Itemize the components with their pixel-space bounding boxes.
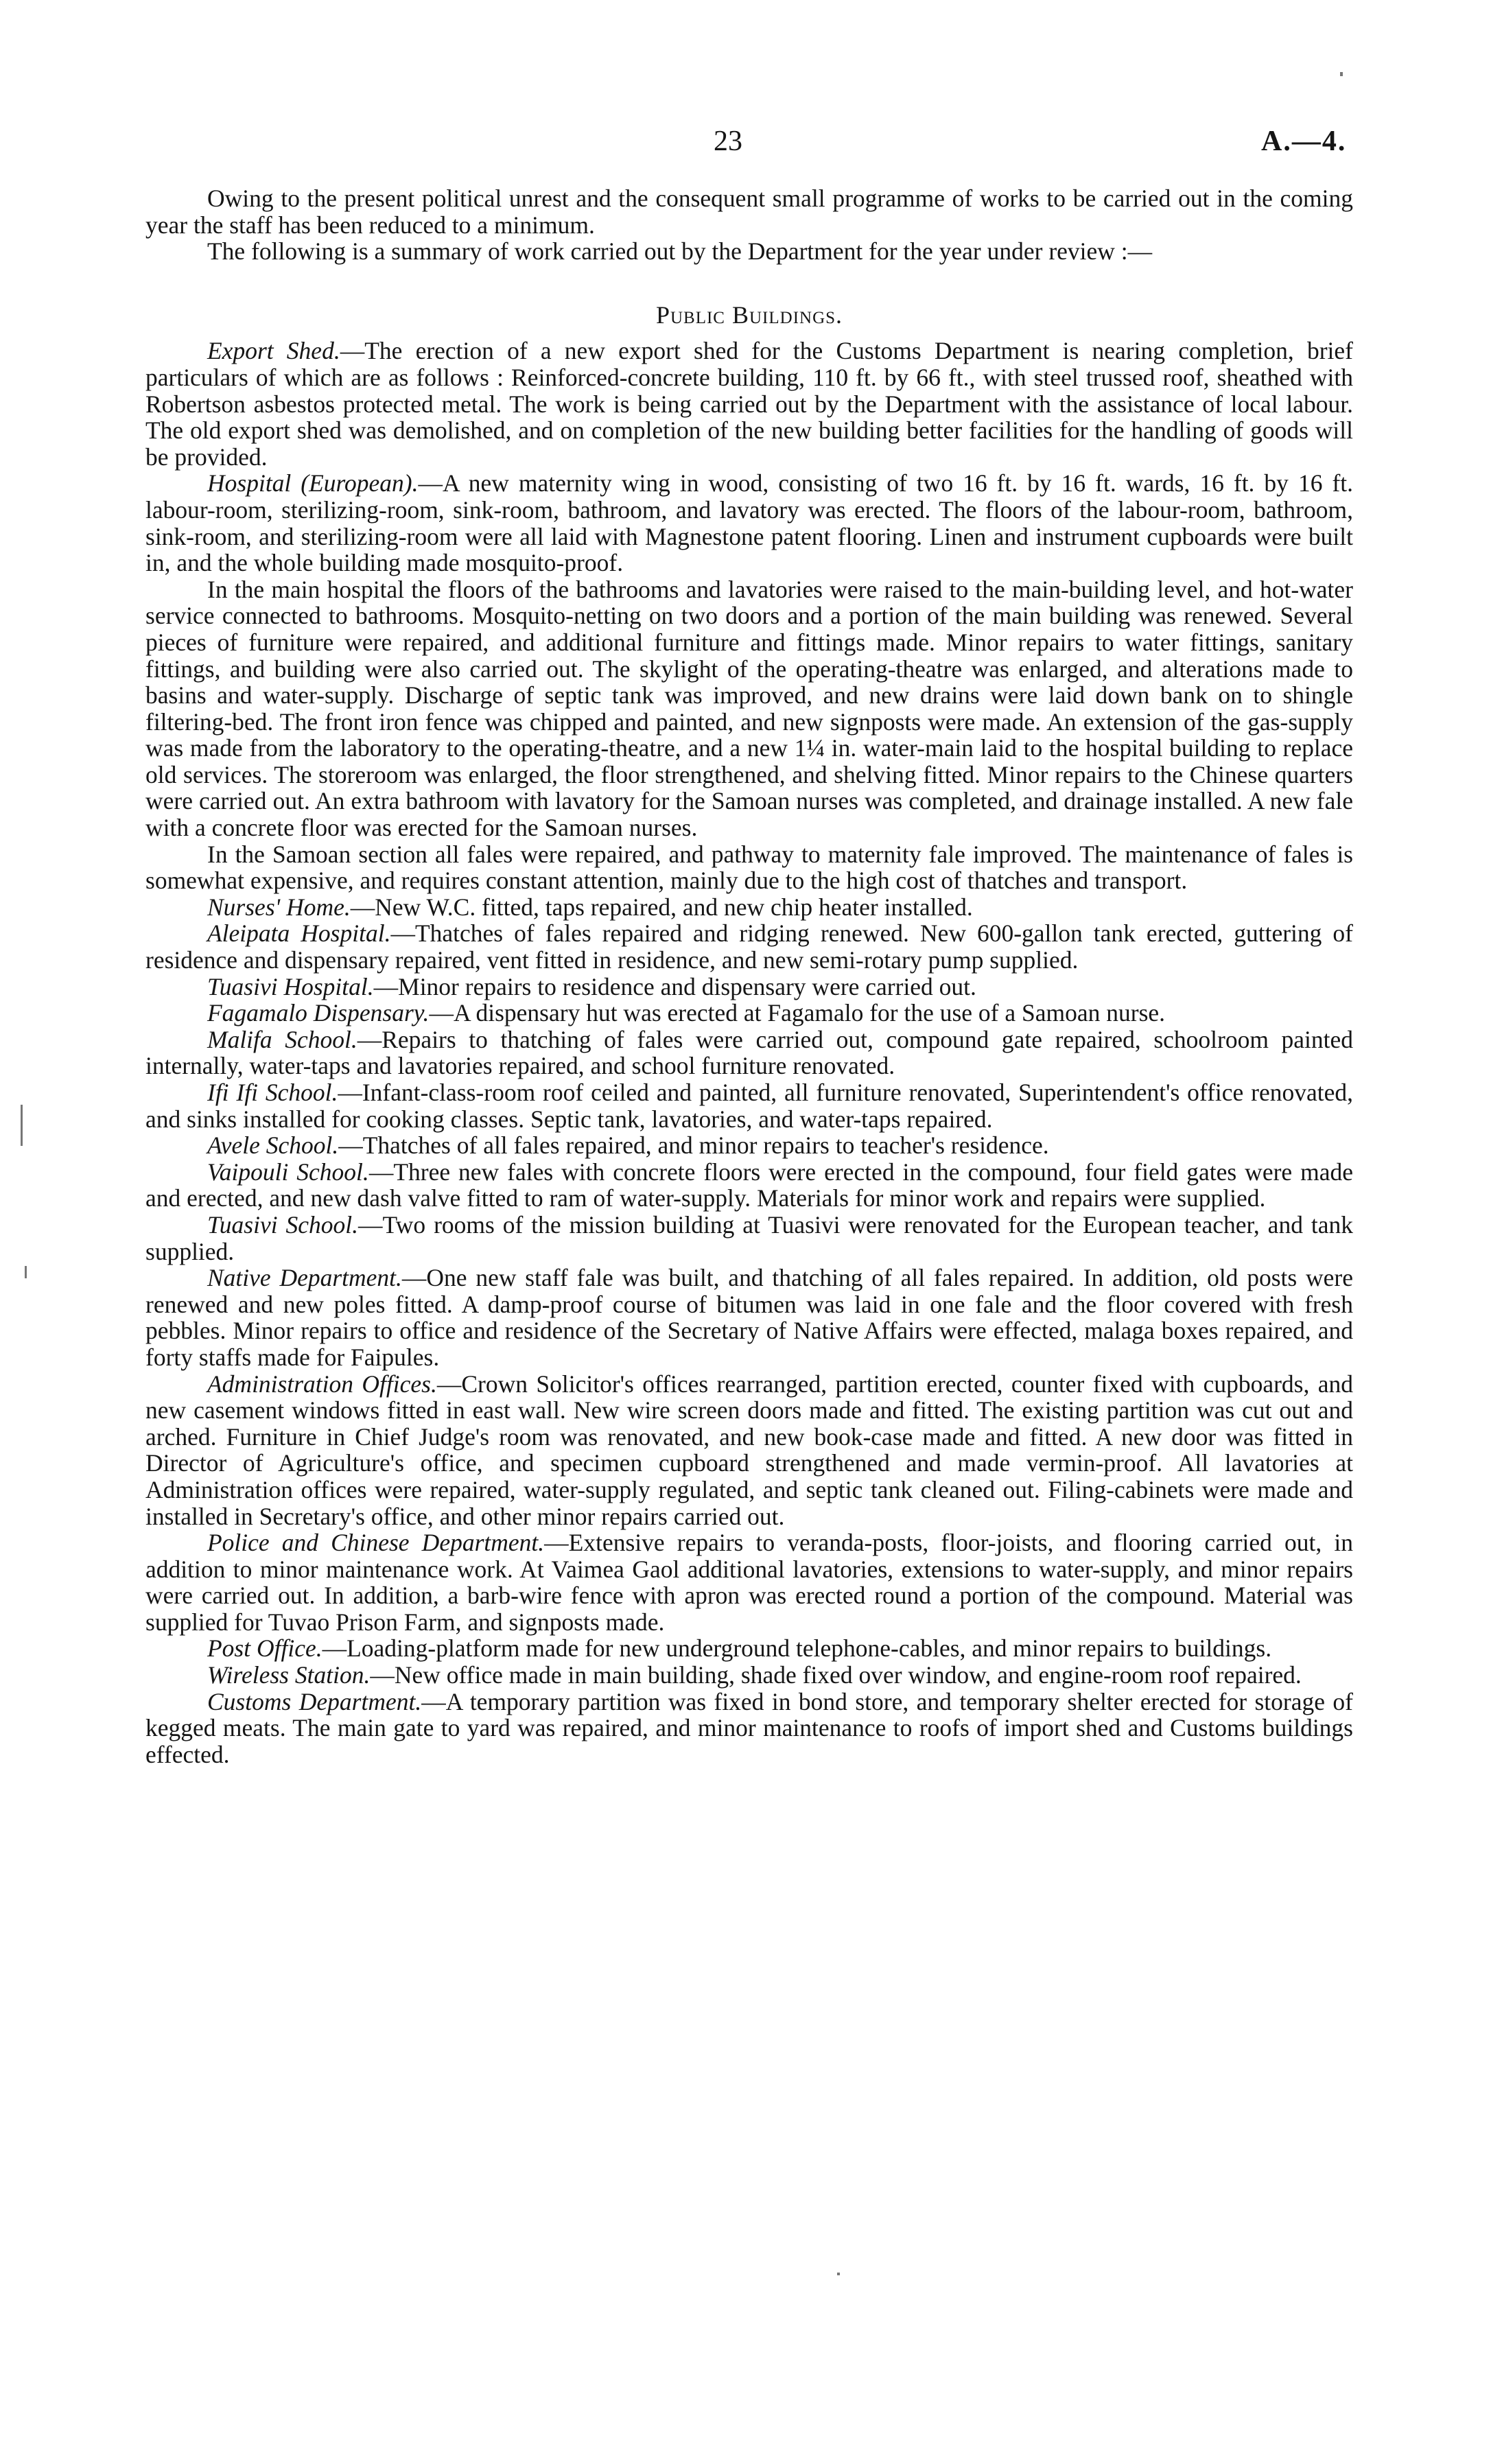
entry-text: —Infant-class-room roof ceiled and painted, all furniture renovated, Superintendent's office renovated, and sinks installed for cooking classes. Septic tank, lavatories, and water-taps repaired. bbox=[145, 1079, 1354, 1133]
entry-heading: Ifi Ifi School. bbox=[207, 1079, 338, 1106]
entry-text: —Repairs to thatching of fales were carried out, compound gate repaired, schoolroom painted internally, water-taps and lavatories repaired, and school furniture renovated. bbox=[145, 1025, 1354, 1080]
intro-paragraph: Owing to the present political unrest and the consequent small programme of works to be carried out in the coming year the staff has been reduced to a minimum. bbox=[145, 185, 1353, 239]
intro-paragraph: The following is a summary of work carried out by the Department for the year under review :— bbox=[207, 237, 1153, 266]
entry-text: —A new maternity wing in wood, consisting of two 16 ft. by 16 ft. wards, 16 ft. by 16 ft. labour-room, sterilizing-room, sink-room, bathroom, and lavatory was erected. The floors of the labour-room, bathroom, sink-room, and sterilizing-room were all laid with Magnestone patent flooring. Linen and instrument cupboards were built in, and the whole building made mosquito-proof. bbox=[145, 469, 1354, 577]
entry-paragraph bbox=[145, 1026, 1353, 1079]
entry-paragraph bbox=[145, 1159, 1353, 1212]
entry-text: —Two rooms of the mission building at Tuasivi were renovated for the European teacher, and tank supplied. bbox=[145, 1210, 1354, 1265]
entry-paragraph bbox=[145, 1132, 1353, 1159]
entry-text: In the main hospital the floors of the bathrooms and lavatories were raised to the main-building level, and hot-water service connected to bathrooms. Mosquito-netting on two doors and a portion of the main building was renewed. Several pieces of furniture were repaired, and additional furniture and fittings made. Minor repairs to water fittings, sanitary fittings, and building were also carried out. The skylight of the operating-theatre was enlarged, and alterations made to basins and water-supply. Discharge of septic tank was improved, and new drains were laid down bank on to shingle filtering-bed. The front iron fence was chipped and painted, and new signposts were made. An extension of the gas-supply was made from the laboratory to the operating-theatre, and a new 1¼ in. water-main laid to the hospital building to replace old services. The storeroom was enlarged, the floor strengthened, and shelving fitted. Minor repairs to the Chinese quarters were carried out. An extra bathroom with lavatory for the Samoan nurses was completed, and drainage installed. A new fale with a concrete floor was erected for the Samoan nurses. bbox=[145, 575, 1353, 842]
section-heading: Public Buildings. bbox=[655, 301, 843, 329]
entry-text: —Thatches of all fales repaired, and minor repairs to teacher's residence. bbox=[338, 1131, 1049, 1160]
entry-text: —Three new fales with concrete floors were erected in the compound, four field gates were made and erected, and new dash valve fitted to ram of water-supply. Materials for minor work and repairs were supplied. bbox=[145, 1158, 1353, 1212]
page-number: 23 bbox=[714, 126, 742, 157]
entry-text: —Crown Solicitor's offices rearranged, partition erected, counter fixed with cupboards, and new casement windows fitted in east wall. New wire screen doors made and fitted. The existing partition was cut out and arched. Furniture in Chief Judge's room was renovated, and new book-case made and fitted. A new door was fitted in Director of Agriculture's office, and specimen cupboard strengthened and made vermin-proof. All lavatories at Administration offices were repaired, water-supply regulated, and septic tank cleaned out. Filing-cabinets were made and installed in Secretary's office, and other minor repairs carried out. bbox=[145, 1370, 1353, 1530]
entry-paragraph bbox=[145, 338, 1353, 470]
entry-text: —One new staff fale was built, and thatching of all fales repaired. In addition, old posts were renewed and new poles fitted. A damp-proof course of bitumen was laid in one fale and the floor covered with fresh pebbles. Minor repairs to office and residence of the Secretary of Native Affairs were effected, malaga boxes repaired, and forty staffs made for Faipules. bbox=[145, 1264, 1353, 1371]
entry-heading: Hospital (European). bbox=[207, 469, 419, 497]
page-header bbox=[0, 125, 1491, 166]
entry-heading: Nurses' Home. bbox=[207, 893, 351, 921]
entry-heading: Vaipouli School. bbox=[207, 1158, 369, 1186]
scan-mark bbox=[1340, 72, 1343, 76]
entry-paragraph bbox=[145, 1000, 1353, 1026]
entry-text: —A temporary partition was fixed in bond store, and temporary shelter erected for storage of kegged meats. The main gate to yard was repaired, and minor maintenance to roofs of import shed and Customs buildings effected. bbox=[145, 1687, 1353, 1768]
entry-heading: Tuasivi Hospital. bbox=[207, 972, 374, 1000]
entry-heading: Administration Offices. bbox=[207, 1370, 437, 1398]
scan-mark bbox=[837, 2273, 840, 2275]
entry-paragraph bbox=[145, 974, 1353, 1000]
entry-paragraph bbox=[145, 576, 1353, 841]
entry-text: —The erection of a new export shed for the Customs Department is nearing completion, brief particulars of which are as follows : Reinforced-concrete building, 110 ft. by 66 ft., with steel trussed roof, sheathed with Robertson asbestos protected metal. The work is being carried out by the Department with the assistance of local labour. The old export shed was demolished, and on completion of the new building better facilities for the handling of goods will be provided. bbox=[145, 337, 1353, 471]
entry-text: —Loading-platform made for new underground telephone-cables, and minor repairs to buildings. bbox=[322, 1634, 1272, 1663]
entry-heading: Police and Chinese Department. bbox=[207, 1529, 545, 1557]
entry-text: —Thatches of fales repaired and ridging renewed. New 600-gallon tank erected, guttering of residence and dispensary repaired, vent fitted in residence, and new semi-rotary pump supplied. bbox=[145, 919, 1354, 974]
entry-text: —Minor repairs to residence and dispensary were carried out. bbox=[373, 972, 976, 1000]
series-code: A.—4. bbox=[1261, 126, 1347, 157]
entry-text: —Extensive repairs to veranda-posts, floor-joists, and flooring carried out, in addition to minor maintenance work. At Vaimea Gaol additional lavatories, extensions to water-supply, and minor repairs were carried out. In addition, a barb-wire fence with apron was erected round a portion of the compound. Material was supplied for Tuvao Prison Farm, and signposts made. bbox=[145, 1529, 1353, 1636]
entry-paragraph bbox=[145, 1662, 1353, 1689]
entry-heading: Malifa School. bbox=[207, 1025, 357, 1053]
scan-mark bbox=[21, 1105, 23, 1146]
entry-heading: Customs Department. bbox=[207, 1687, 422, 1715]
entry-text: —A dispensary hut was erected at Fagamalo for the use of a Samoan nurse. bbox=[429, 999, 1166, 1027]
document-body bbox=[145, 185, 1353, 1768]
scan-mark bbox=[25, 1266, 27, 1278]
entry-text: —New W.C. fitted, taps repaired, and new chip heater installed. bbox=[350, 893, 973, 921]
entry-heading: Aleipata Hospital. bbox=[207, 919, 391, 948]
entry-heading: Wireless Station. bbox=[207, 1661, 371, 1689]
entry-heading: Avele School. bbox=[207, 1131, 339, 1160]
entry-paragraph bbox=[145, 1529, 1353, 1635]
entry-heading: Tuasivi School. bbox=[207, 1210, 359, 1239]
entry-paragraph bbox=[145, 1079, 1353, 1132]
entry-paragraph bbox=[145, 920, 1353, 973]
entry-paragraph bbox=[145, 470, 1353, 576]
entry-paragraph bbox=[145, 841, 1353, 894]
entry-paragraph bbox=[145, 1635, 1353, 1662]
entry-text: In the Samoan section all fales were repaired, and pathway to maternity fale improved. The maintenance of fales is somewhat expensive, and requires constant attention, mainly due to the high cost of thatches and transport. bbox=[145, 840, 1353, 895]
entry-paragraph bbox=[145, 1265, 1353, 1370]
entry-paragraph bbox=[145, 1212, 1353, 1265]
entry-heading: Native Department. bbox=[207, 1264, 402, 1292]
entry-heading: Fagamalo Dispensary. bbox=[207, 999, 430, 1027]
entry-paragraph bbox=[145, 894, 1353, 921]
entry-text: —New office made in main building, shade fixed over window, and engine-room roof repaired. bbox=[370, 1661, 1302, 1689]
entry-paragraph bbox=[145, 1371, 1353, 1530]
entry-heading: Post Office. bbox=[207, 1634, 322, 1663]
entry-heading: Export Shed. bbox=[207, 337, 340, 365]
entry-paragraph bbox=[145, 1689, 1353, 1768]
